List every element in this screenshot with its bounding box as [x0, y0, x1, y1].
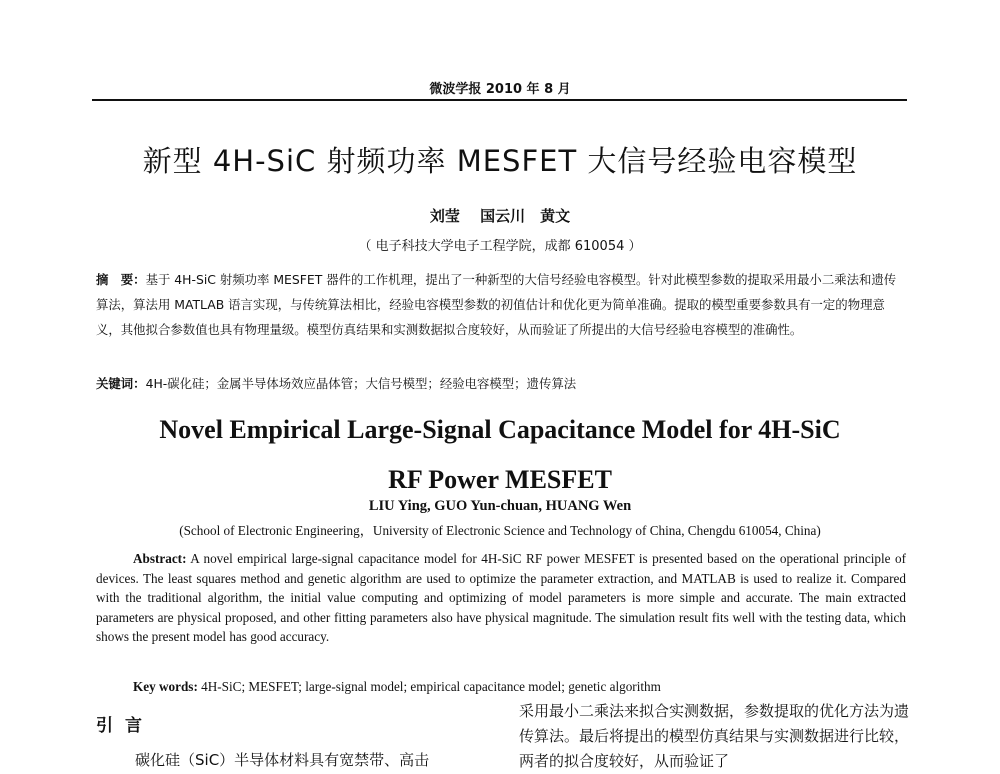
chinese-keywords-text: 4H-碳化硅；金属半导体场效应晶体管；大信号模型；经验电容模型；遗传算法 [145, 376, 577, 391]
chinese-abstract-text: 基于 4H-SiC 射频功率 MESFET 器件的工作机理，提出了一种新型的大信号经验电容模型。针对此模型参数的提取采用最小二乘法和遗传算法，算法用 MATLAB 语言实现，与传统算法相比，经验电容模型参数的初值估计和优化更为简单准确。提取的模型重要参数具有一定的物理意义，其他拟合参数值也具有物理量级。模型仿真结果和实测数据拟合度较好，从而验证了所提出的大信号经验电容模型的准确性。 [96, 272, 897, 337]
english-abstract [96, 549, 906, 647]
chinese-keywords [96, 374, 906, 392]
english-title [0, 405, 1000, 505]
chinese-keywords-label: 关键词： [96, 376, 146, 391]
english-title-line2: RF Power MESFET [388, 465, 612, 494]
body-text-right-column: 采用最小二乘法来拟合实测数据，参数提取的优化方法为遗传算法。最后将提出的模型仿真结果与实测数据进行比较，两者的拟合度较好，从而验证了 [519, 702, 910, 770]
english-affiliation: (School of Electronic Engineering，University of Electronic Science and Technology of China, Chengdu 610054, China) [179, 523, 821, 538]
chinese-abstract-label: 摘 要： [96, 272, 146, 287]
english-authors: LIU Ying, GUO Yun-chuan, HUANG Wen [368, 498, 632, 514]
body-text-left-column: 碳化硅（SiC）半导体材料具有宽禁带、高击 [135, 751, 430, 769]
chinese-title: 新型 4H-SiC 射频功率 MESFET 大信号经验电容模型 [142, 144, 858, 178]
chinese-authors: 刘莹 国云川 黄文 [429, 207, 571, 225]
english-abstract-label: Abstract: [133, 551, 187, 566]
journal-header: 微波学报 2010 年 8 月 [429, 82, 571, 97]
english-abstract-text: A novel empirical large-signal capacitance model for 4H-SiC RF power MESFET is presented based on the operational principle of devices. The least squares method and genetic algorithm are used to optimize the parameter extraction, and MATLAB is used to realize it. Compared with the traditional algorithm, the initial value computing and optimizing of model parameters is more simple and accurate. The main extracted parameters are physical proposed, and other fitting parameters also have physical magnitude. The simulation result fits well with the testing data, which shows the present model has good accuracy. [96, 551, 906, 644]
english-keywords-label: Key words: [133, 679, 198, 694]
english-title-line1: Novel Empirical Large-Signal Capacitance Model for 4H-SiC [159, 415, 841, 444]
english-keywords [133, 679, 903, 695]
chinese-abstract [96, 267, 906, 342]
header-rule [92, 99, 907, 101]
section-heading-introduction: 引言 [96, 716, 154, 736]
english-keywords-text: 4H-SiC; MESFET; large-signal model; empirical capacitance model; genetic algorithm [197, 679, 661, 694]
chinese-affiliation: （ 电子科技大学电子工程学院，成都 610054 ） [358, 239, 642, 254]
